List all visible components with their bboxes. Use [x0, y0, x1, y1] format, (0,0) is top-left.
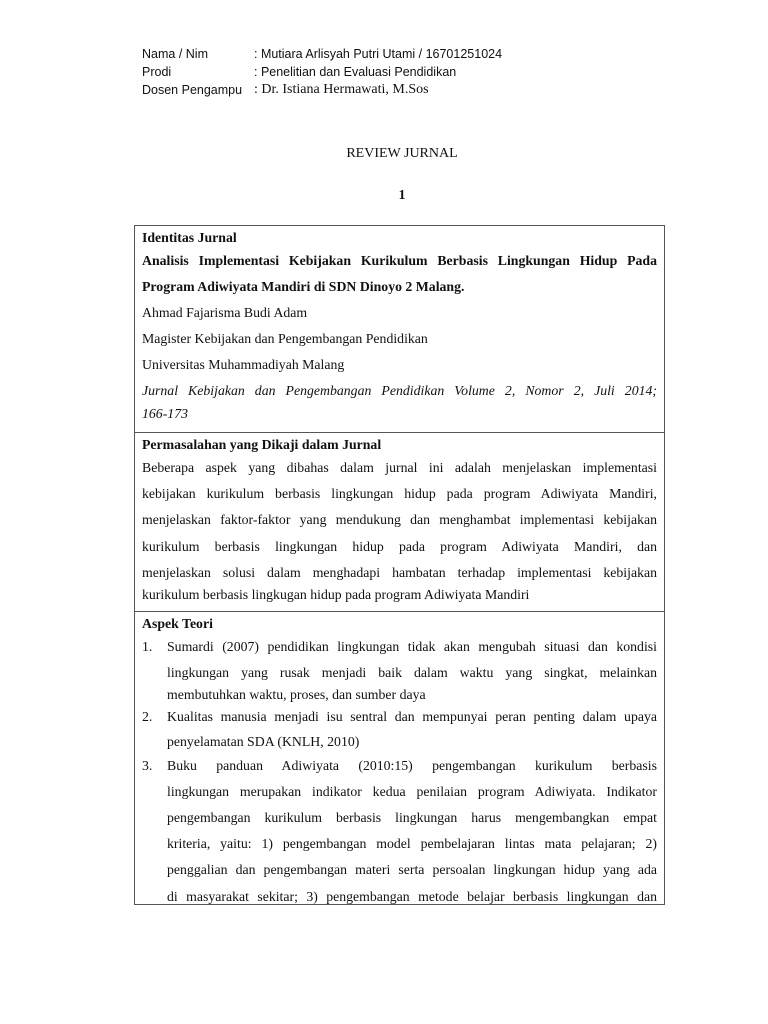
list-item-line: Buku panduan Adiwiyata (2010:15) pengembangan kurikulum berbasis — [167, 757, 657, 773]
list-item-number: 1. — [142, 639, 153, 654]
list-item-line: membutuhkan waktu, proses, dan sumber daya — [167, 687, 426, 703]
page-title: REVIEW JURNAL — [346, 146, 458, 161]
list-item-line: penyelamatan SDA (KNLH, 2010) — [167, 733, 360, 749]
list-item-line: Sumardi (2007) pendidikan lingkungan tidak akan mengubah situasi dan kondisi — [167, 639, 657, 654]
permasalahan-paragraph — [142, 455, 657, 604]
list-item-line: kriteria, yaitu: 1) pengembangan model pembelajaran lintas mata pelajaran; 2) — [167, 836, 657, 852]
prodi-value: : Penelitian dan Evaluasi Pendidikan — [254, 65, 457, 79]
dosen-value: : Dr. Istiana Hermawati, M.Sos — [254, 82, 429, 97]
permasalahan-section — [135, 433, 664, 612]
student-info — [142, 45, 622, 99]
list-item-text — [167, 634, 657, 704]
name-value: : Mutiara Arlisyah Putri Utami / 16701251024 — [254, 47, 503, 61]
aspek-teori-section — [135, 612, 664, 904]
list-item-line: Kualitas manusia menjadi isu sentral dan mempunyai peran penting dalam upaya — [167, 709, 657, 725]
name-row — [142, 45, 622, 63]
list-item-number: 2. — [142, 709, 153, 725]
paragraph-line: Beberapa aspek yang dibahas dalam jurnal ini adalah menjelaskan implementasi — [142, 460, 657, 475]
list-item — [142, 634, 657, 704]
prodi-row — [142, 63, 622, 81]
list-item-line: lingkungan yang rusak menjadi baik dalam waktu yang singkat, melainkan — [167, 665, 657, 681]
article-title-line-1: Analisis Implementasi Kebijakan Kurikulum Berbasis Lingkungan Hidup Pada — [142, 253, 657, 268]
program-name: Magister Kebijakan dan Pengembangan Pendidikan — [142, 331, 428, 346]
list-item — [142, 753, 657, 904]
author-name: Ahmad Fajarisma Budi Adam — [142, 305, 308, 320]
list-item-line: penggalian dan pengembangan materi serta persoalan lingkungan hidup yang ada — [167, 862, 657, 878]
list-item-line: lingkungan merupakan indikator kedua penilaian program Adiwiyata. Indikator — [167, 783, 657, 799]
list-item-text — [167, 753, 657, 904]
list-item-line: pengembangan kurikulum berbasis lingkungan harus mengembangkan empat — [167, 810, 657, 826]
paragraph-line: kurikulum berbasis lingkungan hidup pada program Adiwiyata Mandiri, dan — [142, 538, 657, 554]
permasalahan-heading: Permasalahan yang Dikaji dalam Jurnal — [142, 437, 382, 452]
list-item-number: 3. — [142, 757, 153, 773]
paragraph-line: kebijakan kurikulum berbasis lingkungan hidup pada program Adiwiyata Mandiri, — [142, 486, 657, 502]
identitas-section — [135, 226, 664, 433]
prodi-label: Prodi — [142, 65, 172, 79]
paragraph-line: menjelaskan solusi dalam menghadapi hambatan terhadap implementasi kebijakan — [142, 564, 657, 580]
identitas-heading: Identitas Jurnal — [142, 230, 237, 245]
dosen-label: Dosen Pengampu — [142, 83, 243, 97]
list-item-text — [167, 704, 657, 752]
list-item — [142, 704, 657, 752]
review-table — [134, 225, 665, 905]
paragraph-line: menjelaskan faktor-faktor yang mendukung dan menghambat implementasi kebijakan — [142, 512, 657, 528]
dosen-row — [142, 81, 622, 99]
journal-citation-line-1: Jurnal Kebijakan dan Pengembangan Pendidikan Volume 2, Nomor 2, Juli 2014; — [142, 383, 657, 398]
university-name: Universitas Muhammadiyah Malang — [142, 357, 345, 372]
journal-citation-line-2: 166-173 — [142, 406, 188, 421]
aspek-teori-heading: Aspek Teori — [142, 616, 213, 631]
theory-list — [142, 634, 657, 904]
article-title-line-2: Program Adiwiyata Mandiri di SDN Dinoyo 2 Malang. — [142, 279, 465, 294]
list-item-line: di masyarakat sekitar; 3) pengembangan metode belajar berbasis lingkungan dan — [167, 888, 657, 904]
paragraph-line: kurikulum berbasis lingkugan hidup pada program Adiwiyata Mandiri — [142, 587, 530, 603]
name-label: Nama / Nim — [142, 47, 208, 61]
review-number: 1 — [398, 188, 406, 203]
